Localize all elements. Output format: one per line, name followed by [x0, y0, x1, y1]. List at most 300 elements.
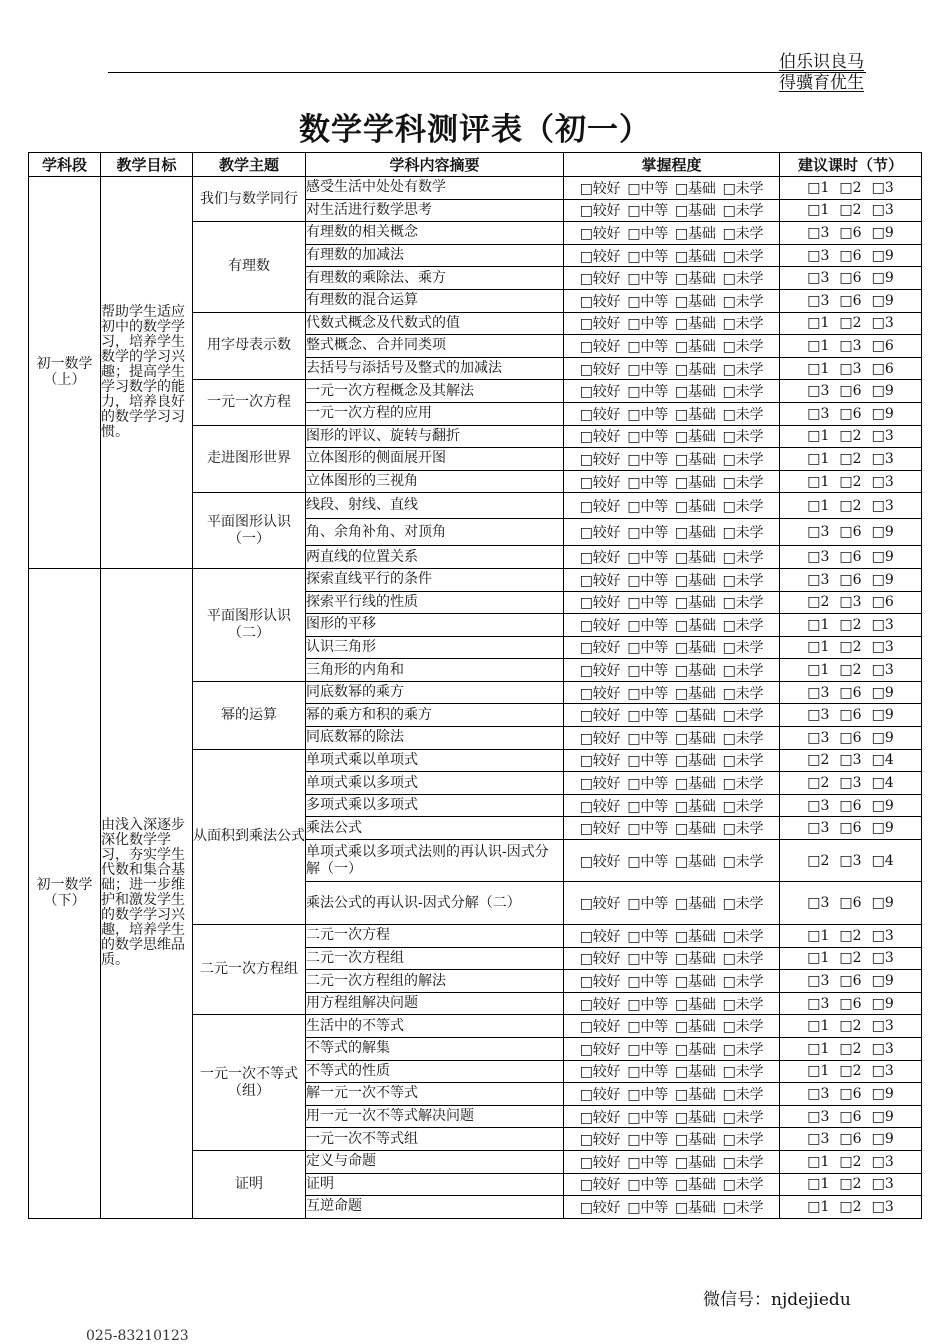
mastery-checkbox[interactable]: □ [579, 451, 593, 468]
mastery-checkbox[interactable]: □ [675, 248, 689, 265]
mastery-checkbox[interactable]: □ [722, 1019, 736, 1036]
mastery-checkbox[interactable]: □ [627, 474, 641, 491]
mastery-checkbox[interactable]: □ [627, 451, 641, 468]
mastery-checkbox[interactable]: □ [579, 180, 593, 197]
mastery-checkbox[interactable]: □ [579, 996, 593, 1013]
mastery-checkbox[interactable]: □ [722, 474, 736, 491]
hours-checkbox[interactable]: □ [839, 752, 853, 769]
mastery-checkbox[interactable]: □ [627, 685, 641, 702]
hours-checkbox[interactable]: □ [839, 179, 853, 196]
hours-checkbox[interactable]: □ [871, 775, 885, 792]
mastery-checkbox[interactable]: □ [579, 730, 593, 747]
mastery-checkbox[interactable]: □ [579, 361, 593, 378]
hours-checkbox[interactable]: □ [871, 995, 885, 1012]
mastery-checkbox[interactable]: □ [675, 1132, 689, 1149]
hours-checkbox[interactable]: □ [871, 1040, 885, 1057]
hours-checkbox[interactable]: □ [839, 616, 853, 633]
mastery-checkbox[interactable]: □ [627, 798, 641, 815]
hours-checkbox[interactable]: □ [807, 594, 821, 611]
mastery-checkbox[interactable]: □ [722, 951, 736, 968]
mastery-checkbox[interactable]: □ [722, 776, 736, 793]
mastery-checkbox[interactable]: □ [722, 203, 736, 220]
mastery-checkbox[interactable]: □ [722, 316, 736, 333]
hours-checkbox[interactable]: □ [871, 797, 885, 814]
mastery-checkbox[interactable]: □ [675, 821, 689, 838]
hours-checkbox[interactable]: □ [839, 1198, 853, 1215]
mastery-checkbox[interactable]: □ [675, 498, 689, 515]
mastery-checkbox[interactable]: □ [579, 1132, 593, 1149]
hours-checkbox[interactable]: □ [839, 707, 853, 724]
mastery-checkbox[interactable]: □ [627, 1132, 641, 1149]
mastery-checkbox[interactable]: □ [675, 1064, 689, 1081]
mastery-checkbox[interactable]: □ [675, 617, 689, 634]
hours-checkbox[interactable]: □ [839, 315, 853, 332]
hours-checkbox[interactable]: □ [871, 270, 885, 287]
mastery-checkbox[interactable]: □ [579, 338, 593, 355]
hours-checkbox[interactable]: □ [807, 202, 821, 219]
hours-checkbox[interactable]: □ [807, 383, 821, 400]
hours-checkbox[interactable]: □ [839, 549, 853, 566]
hours-checkbox[interactable]: □ [839, 450, 853, 467]
hours-checkbox[interactable]: □ [839, 1108, 853, 1125]
hours-checkbox[interactable]: □ [807, 684, 821, 701]
mastery-checkbox[interactable]: □ [579, 685, 593, 702]
mastery-checkbox[interactable]: □ [722, 730, 736, 747]
mastery-checkbox[interactable]: □ [627, 248, 641, 265]
hours-checkbox[interactable]: □ [807, 497, 821, 514]
mastery-checkbox[interactable]: □ [627, 708, 641, 725]
hours-checkbox[interactable]: □ [807, 270, 821, 287]
mastery-checkbox[interactable]: □ [722, 617, 736, 634]
mastery-checkbox[interactable]: □ [627, 525, 641, 542]
mastery-checkbox[interactable]: □ [579, 203, 593, 220]
mastery-checkbox[interactable]: □ [722, 271, 736, 288]
mastery-checkbox[interactable]: □ [722, 429, 736, 446]
mastery-checkbox[interactable]: □ [627, 896, 641, 913]
mastery-checkbox[interactable]: □ [675, 384, 689, 401]
mastery-checkbox[interactable]: □ [627, 550, 641, 567]
mastery-checkbox[interactable]: □ [722, 1086, 736, 1103]
hours-checkbox[interactable]: □ [807, 428, 821, 445]
hours-checkbox[interactable]: □ [807, 549, 821, 566]
mastery-checkbox[interactable]: □ [675, 1199, 689, 1216]
hours-checkbox[interactable]: □ [871, 707, 885, 724]
hours-checkbox[interactable]: □ [807, 450, 821, 467]
mastery-checkbox[interactable]: □ [627, 951, 641, 968]
mastery-checkbox[interactable]: □ [675, 525, 689, 542]
hours-checkbox[interactable]: □ [807, 247, 821, 264]
hours-checkbox[interactable]: □ [871, 1131, 885, 1148]
mastery-checkbox[interactable]: □ [627, 1064, 641, 1081]
mastery-checkbox[interactable]: □ [579, 248, 593, 265]
hours-checkbox[interactable]: □ [807, 315, 821, 332]
hours-checkbox[interactable]: □ [839, 950, 853, 967]
mastery-checkbox[interactable]: □ [579, 798, 593, 815]
mastery-checkbox[interactable]: □ [627, 572, 641, 589]
hours-checkbox[interactable]: □ [871, 1176, 885, 1193]
mastery-checkbox[interactable]: □ [722, 338, 736, 355]
hours-checkbox[interactable]: □ [807, 775, 821, 792]
hours-checkbox[interactable]: □ [839, 1063, 853, 1080]
hours-checkbox[interactable]: □ [871, 360, 885, 377]
hours-checkbox[interactable]: □ [839, 639, 853, 656]
hours-checkbox[interactable]: □ [871, 315, 885, 332]
hours-checkbox[interactable]: □ [839, 852, 853, 869]
mastery-checkbox[interactable]: □ [627, 663, 641, 680]
mastery-checkbox[interactable]: □ [579, 498, 593, 515]
hours-checkbox[interactable]: □ [839, 428, 853, 445]
mastery-checkbox[interactable]: □ [579, 271, 593, 288]
mastery-checkbox[interactable]: □ [675, 996, 689, 1013]
hours-checkbox[interactable]: □ [871, 1063, 885, 1080]
hours-checkbox[interactable]: □ [871, 594, 885, 611]
mastery-checkbox[interactable]: □ [579, 1041, 593, 1058]
hours-checkbox[interactable]: □ [839, 1176, 853, 1193]
mastery-checkbox[interactable]: □ [579, 1154, 593, 1171]
hours-checkbox[interactable]: □ [839, 202, 853, 219]
mastery-checkbox[interactable]: □ [722, 550, 736, 567]
hours-checkbox[interactable]: □ [871, 473, 885, 490]
hours-checkbox[interactable]: □ [839, 405, 853, 422]
hours-checkbox[interactable]: □ [871, 1018, 885, 1035]
mastery-checkbox[interactable]: □ [579, 429, 593, 446]
hours-checkbox[interactable]: □ [839, 337, 853, 354]
mastery-checkbox[interactable]: □ [675, 1041, 689, 1058]
mastery-checkbox[interactable]: □ [722, 406, 736, 423]
mastery-checkbox[interactable]: □ [722, 1109, 736, 1126]
mastery-checkbox[interactable]: □ [722, 1177, 736, 1194]
mastery-checkbox[interactable]: □ [627, 361, 641, 378]
mastery-checkbox[interactable]: □ [627, 498, 641, 515]
mastery-checkbox[interactable]: □ [627, 180, 641, 197]
mastery-checkbox[interactable]: □ [579, 1177, 593, 1194]
hours-checkbox[interactable]: □ [839, 1040, 853, 1057]
hours-checkbox[interactable]: □ [839, 524, 853, 541]
mastery-checkbox[interactable]: □ [675, 1177, 689, 1194]
mastery-checkbox[interactable]: □ [627, 406, 641, 423]
mastery-checkbox[interactable]: □ [722, 498, 736, 515]
hours-checkbox[interactable]: □ [871, 337, 885, 354]
hours-checkbox[interactable]: □ [807, 707, 821, 724]
mastery-checkbox[interactable]: □ [579, 1109, 593, 1126]
hours-checkbox[interactable]: □ [871, 497, 885, 514]
mastery-checkbox[interactable]: □ [675, 338, 689, 355]
mastery-checkbox[interactable]: □ [675, 429, 689, 446]
hours-checkbox[interactable]: □ [871, 616, 885, 633]
mastery-checkbox[interactable]: □ [579, 293, 593, 310]
mastery-checkbox[interactable]: □ [627, 271, 641, 288]
mastery-checkbox[interactable]: □ [627, 730, 641, 747]
hours-checkbox[interactable]: □ [871, 428, 885, 445]
hours-checkbox[interactable]: □ [807, 1108, 821, 1125]
hours-checkbox[interactable]: □ [839, 1018, 853, 1035]
hours-checkbox[interactable]: □ [839, 995, 853, 1012]
mastery-checkbox[interactable]: □ [722, 180, 736, 197]
hours-checkbox[interactable]: □ [871, 571, 885, 588]
mastery-checkbox[interactable]: □ [579, 640, 593, 657]
hours-checkbox[interactable]: □ [839, 775, 853, 792]
mastery-checkbox[interactable]: □ [675, 316, 689, 333]
mastery-checkbox[interactable]: □ [675, 1019, 689, 1036]
mastery-checkbox[interactable]: □ [675, 572, 689, 589]
hours-checkbox[interactable]: □ [807, 292, 821, 309]
mastery-checkbox[interactable]: □ [722, 663, 736, 680]
mastery-checkbox[interactable]: □ [722, 996, 736, 1013]
hours-checkbox[interactable]: □ [839, 383, 853, 400]
mastery-checkbox[interactable]: □ [722, 293, 736, 310]
mastery-checkbox[interactable]: □ [675, 550, 689, 567]
mastery-checkbox[interactable]: □ [722, 896, 736, 913]
mastery-checkbox[interactable]: □ [579, 572, 593, 589]
mastery-checkbox[interactable]: □ [627, 853, 641, 870]
hours-checkbox[interactable]: □ [807, 1198, 821, 1215]
hours-checkbox[interactable]: □ [871, 950, 885, 967]
mastery-checkbox[interactable]: □ [722, 640, 736, 657]
hours-checkbox[interactable]: □ [871, 202, 885, 219]
hours-checkbox[interactable]: □ [807, 752, 821, 769]
mastery-checkbox[interactable]: □ [675, 640, 689, 657]
hours-checkbox[interactable]: □ [807, 950, 821, 967]
mastery-checkbox[interactable]: □ [722, 974, 736, 991]
mastery-checkbox[interactable]: □ [675, 225, 689, 242]
mastery-checkbox[interactable]: □ [722, 1154, 736, 1171]
mastery-checkbox[interactable]: □ [675, 951, 689, 968]
mastery-checkbox[interactable]: □ [579, 896, 593, 913]
mastery-checkbox[interactable]: □ [579, 525, 593, 542]
mastery-checkbox[interactable]: □ [579, 384, 593, 401]
mastery-checkbox[interactable]: □ [722, 1199, 736, 1216]
mastery-checkbox[interactable]: □ [579, 753, 593, 770]
mastery-checkbox[interactable]: □ [675, 974, 689, 991]
hours-checkbox[interactable]: □ [839, 1085, 853, 1102]
hours-checkbox[interactable]: □ [839, 729, 853, 746]
hours-checkbox[interactable]: □ [839, 594, 853, 611]
mastery-checkbox[interactable]: □ [627, 1086, 641, 1103]
hours-checkbox[interactable]: □ [871, 1085, 885, 1102]
hours-checkbox[interactable]: □ [871, 729, 885, 746]
mastery-checkbox[interactable]: □ [579, 853, 593, 870]
hours-checkbox[interactable]: □ [871, 973, 885, 990]
mastery-checkbox[interactable]: □ [627, 753, 641, 770]
hours-checkbox[interactable]: □ [839, 820, 853, 837]
hours-checkbox[interactable]: □ [807, 473, 821, 490]
mastery-checkbox[interactable]: □ [627, 1154, 641, 1171]
hours-checkbox[interactable]: □ [871, 549, 885, 566]
mastery-checkbox[interactable]: □ [627, 640, 641, 657]
hours-checkbox[interactable]: □ [871, 895, 885, 912]
mastery-checkbox[interactable]: □ [675, 928, 689, 945]
mastery-checkbox[interactable]: □ [722, 1064, 736, 1081]
hours-checkbox[interactable]: □ [807, 1063, 821, 1080]
hours-checkbox[interactable]: □ [871, 383, 885, 400]
hours-checkbox[interactable]: □ [871, 662, 885, 679]
hours-checkbox[interactable]: □ [807, 405, 821, 422]
mastery-checkbox[interactable]: □ [675, 361, 689, 378]
hours-checkbox[interactable]: □ [807, 662, 821, 679]
mastery-checkbox[interactable]: □ [579, 1199, 593, 1216]
hours-checkbox[interactable]: □ [807, 1153, 821, 1170]
hours-checkbox[interactable]: □ [807, 1131, 821, 1148]
hours-checkbox[interactable]: □ [839, 927, 853, 944]
mastery-checkbox[interactable]: □ [627, 821, 641, 838]
mastery-checkbox[interactable]: □ [627, 1019, 641, 1036]
mastery-checkbox[interactable]: □ [579, 617, 593, 634]
hours-checkbox[interactable]: □ [807, 1018, 821, 1035]
mastery-checkbox[interactable]: □ [579, 406, 593, 423]
hours-checkbox[interactable]: □ [839, 973, 853, 990]
mastery-checkbox[interactable]: □ [675, 293, 689, 310]
hours-checkbox[interactable]: □ [807, 797, 821, 814]
mastery-checkbox[interactable]: □ [722, 853, 736, 870]
hours-checkbox[interactable]: □ [871, 179, 885, 196]
mastery-checkbox[interactable]: □ [627, 225, 641, 242]
hours-checkbox[interactable]: □ [871, 820, 885, 837]
mastery-checkbox[interactable]: □ [627, 595, 641, 612]
mastery-checkbox[interactable]: □ [627, 974, 641, 991]
hours-checkbox[interactable]: □ [871, 292, 885, 309]
hours-checkbox[interactable]: □ [839, 473, 853, 490]
mastery-checkbox[interactable]: □ [722, 525, 736, 542]
hours-checkbox[interactable]: □ [839, 247, 853, 264]
mastery-checkbox[interactable]: □ [579, 550, 593, 567]
mastery-checkbox[interactable]: □ [627, 1177, 641, 1194]
mastery-checkbox[interactable]: □ [722, 685, 736, 702]
mastery-checkbox[interactable]: □ [627, 338, 641, 355]
hours-checkbox[interactable]: □ [871, 1198, 885, 1215]
mastery-checkbox[interactable]: □ [675, 776, 689, 793]
mastery-checkbox[interactable]: □ [675, 1109, 689, 1126]
mastery-checkbox[interactable]: □ [675, 271, 689, 288]
mastery-checkbox[interactable]: □ [722, 1132, 736, 1149]
mastery-checkbox[interactable]: □ [722, 708, 736, 725]
hours-checkbox[interactable]: □ [839, 571, 853, 588]
mastery-checkbox[interactable]: □ [722, 225, 736, 242]
mastery-checkbox[interactable]: □ [627, 1109, 641, 1126]
mastery-checkbox[interactable]: □ [627, 293, 641, 310]
mastery-checkbox[interactable]: □ [675, 474, 689, 491]
hours-checkbox[interactable]: □ [807, 995, 821, 1012]
mastery-checkbox[interactable]: □ [579, 316, 593, 333]
mastery-checkbox[interactable]: □ [722, 1041, 736, 1058]
mastery-checkbox[interactable]: □ [722, 798, 736, 815]
mastery-checkbox[interactable]: □ [627, 928, 641, 945]
mastery-checkbox[interactable]: □ [627, 429, 641, 446]
mastery-checkbox[interactable]: □ [627, 384, 641, 401]
hours-checkbox[interactable]: □ [871, 1108, 885, 1125]
hours-checkbox[interactable]: □ [871, 684, 885, 701]
mastery-checkbox[interactable]: □ [722, 753, 736, 770]
mastery-checkbox[interactable]: □ [579, 708, 593, 725]
mastery-checkbox[interactable]: □ [722, 572, 736, 589]
hours-checkbox[interactable]: □ [839, 292, 853, 309]
mastery-checkbox[interactable]: □ [579, 1019, 593, 1036]
hours-checkbox[interactable]: □ [807, 639, 821, 656]
hours-checkbox[interactable]: □ [807, 973, 821, 990]
mastery-checkbox[interactable]: □ [579, 225, 593, 242]
mastery-checkbox[interactable]: □ [579, 474, 593, 491]
hours-checkbox[interactable]: □ [807, 571, 821, 588]
hours-checkbox[interactable]: □ [807, 1085, 821, 1102]
mastery-checkbox[interactable]: □ [675, 595, 689, 612]
mastery-checkbox[interactable]: □ [722, 361, 736, 378]
hours-checkbox[interactable]: □ [807, 1040, 821, 1057]
mastery-checkbox[interactable]: □ [722, 451, 736, 468]
mastery-checkbox[interactable]: □ [627, 316, 641, 333]
mastery-checkbox[interactable]: □ [675, 451, 689, 468]
hours-checkbox[interactable]: □ [807, 179, 821, 196]
hours-checkbox[interactable]: □ [839, 1153, 853, 1170]
hours-checkbox[interactable]: □ [839, 895, 853, 912]
hours-checkbox[interactable]: □ [839, 270, 853, 287]
mastery-checkbox[interactable]: □ [675, 730, 689, 747]
mastery-checkbox[interactable]: □ [675, 753, 689, 770]
mastery-checkbox[interactable]: □ [627, 617, 641, 634]
mastery-checkbox[interactable]: □ [675, 708, 689, 725]
hours-checkbox[interactable]: □ [839, 684, 853, 701]
hours-checkbox[interactable]: □ [807, 1176, 821, 1193]
hours-checkbox[interactable]: □ [871, 639, 885, 656]
hours-checkbox[interactable]: □ [839, 662, 853, 679]
hours-checkbox[interactable]: □ [807, 524, 821, 541]
hours-checkbox[interactable]: □ [871, 852, 885, 869]
mastery-checkbox[interactable]: □ [627, 1199, 641, 1216]
hours-checkbox[interactable]: □ [839, 1131, 853, 1148]
mastery-checkbox[interactable]: □ [722, 928, 736, 945]
mastery-checkbox[interactable]: □ [675, 406, 689, 423]
hours-checkbox[interactable]: □ [807, 852, 821, 869]
mastery-checkbox[interactable]: □ [579, 821, 593, 838]
hours-checkbox[interactable]: □ [839, 497, 853, 514]
mastery-checkbox[interactable]: □ [675, 1086, 689, 1103]
hours-checkbox[interactable]: □ [871, 450, 885, 467]
mastery-checkbox[interactable]: □ [675, 685, 689, 702]
hours-checkbox[interactable]: □ [807, 337, 821, 354]
mastery-checkbox[interactable]: □ [722, 821, 736, 838]
mastery-checkbox[interactable]: □ [675, 203, 689, 220]
mastery-checkbox[interactable]: □ [627, 1041, 641, 1058]
hours-checkbox[interactable]: □ [871, 224, 885, 241]
hours-checkbox[interactable]: □ [871, 927, 885, 944]
mastery-checkbox[interactable]: □ [579, 776, 593, 793]
mastery-checkbox[interactable]: □ [675, 663, 689, 680]
mastery-checkbox[interactable]: □ [627, 996, 641, 1013]
mastery-checkbox[interactable]: □ [579, 663, 593, 680]
mastery-checkbox[interactable]: □ [627, 776, 641, 793]
mastery-checkbox[interactable]: □ [675, 1154, 689, 1171]
mastery-checkbox[interactable]: □ [627, 203, 641, 220]
mastery-checkbox[interactable]: □ [722, 248, 736, 265]
hours-checkbox[interactable]: □ [871, 405, 885, 422]
mastery-checkbox[interactable]: □ [579, 951, 593, 968]
mastery-checkbox[interactable]: □ [579, 974, 593, 991]
mastery-checkbox[interactable]: □ [675, 896, 689, 913]
hours-checkbox[interactable]: □ [839, 360, 853, 377]
hours-checkbox[interactable]: □ [871, 1153, 885, 1170]
hours-checkbox[interactable]: □ [871, 752, 885, 769]
mastery-checkbox[interactable]: □ [579, 1086, 593, 1103]
mastery-checkbox[interactable]: □ [675, 798, 689, 815]
hours-checkbox[interactable]: □ [839, 797, 853, 814]
hours-checkbox[interactable]: □ [807, 616, 821, 633]
hours-checkbox[interactable]: □ [839, 224, 853, 241]
mastery-checkbox[interactable]: □ [675, 180, 689, 197]
hours-checkbox[interactable]: □ [807, 729, 821, 746]
hours-checkbox[interactable]: □ [807, 360, 821, 377]
mastery-checkbox[interactable]: □ [579, 928, 593, 945]
hours-checkbox[interactable]: □ [807, 895, 821, 912]
hours-checkbox[interactable]: □ [807, 820, 821, 837]
hours-checkbox[interactable]: □ [807, 927, 821, 944]
